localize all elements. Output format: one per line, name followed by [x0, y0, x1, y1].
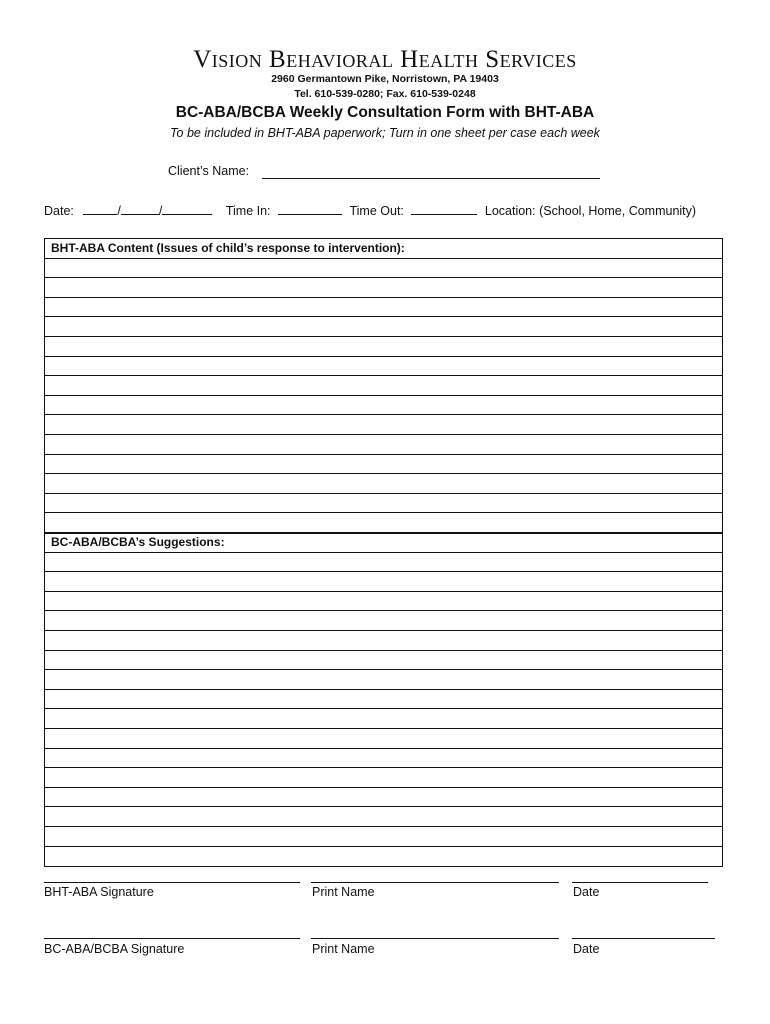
- bcba-date-label: Date: [573, 942, 600, 956]
- bht-aba-content-box: [44, 238, 723, 534]
- bcba-signature-line[interactable]: [44, 938, 300, 939]
- writing-line[interactable]: [45, 278, 722, 298]
- bht-print-name-label: Print Name: [312, 885, 375, 899]
- bcba-print-name-line[interactable]: [311, 938, 559, 939]
- date-separator: /: [158, 204, 163, 218]
- writing-line[interactable]: [45, 298, 722, 318]
- date-separator: /: [117, 204, 121, 218]
- writing-line[interactable]: [45, 631, 722, 651]
- time-in-label: Time In:: [225, 204, 271, 218]
- writing-line[interactable]: [45, 690, 722, 710]
- writing-line[interactable]: [45, 553, 722, 573]
- suggestions-box-header: BC-ABA/BCBA’s Suggestions:: [45, 533, 722, 553]
- bcba-signature-label: BC-ABA/BCBA Signature: [44, 942, 185, 956]
- writing-line[interactable]: [45, 611, 722, 631]
- date-label: Date:: [44, 204, 74, 218]
- writing-line[interactable]: [45, 729, 722, 749]
- writing-line[interactable]: [45, 749, 722, 769]
- bht-date-line[interactable]: [572, 882, 708, 883]
- bht-signature-label: BHT-ABA Signature: [44, 885, 154, 899]
- bht-print-name-line[interactable]: [311, 882, 559, 883]
- bcba-suggestions-box: [44, 532, 723, 867]
- writing-line[interactable]: [45, 396, 722, 416]
- writing-line[interactable]: [45, 474, 722, 494]
- date-time-row: [44, 202, 696, 218]
- form-title: BC-ABA/BCBA Weekly Consultation Form with BHT-ABA: [175, 104, 595, 121]
- writing-line[interactable]: [45, 788, 722, 808]
- writing-line[interactable]: [45, 513, 722, 533]
- bht-signature-line[interactable]: [44, 882, 300, 883]
- writing-line[interactable]: [45, 847, 722, 867]
- writing-line[interactable]: [45, 651, 722, 671]
- content-box-header: BHT-ABA Content (Issues of child’s response to intervention):: [45, 239, 722, 259]
- writing-line[interactable]: [45, 357, 722, 377]
- date-year-field[interactable]: [162, 202, 212, 215]
- bht-date-label: Date: [573, 885, 600, 899]
- writing-line[interactable]: [45, 435, 722, 455]
- client-name-label: Client’s Name:: [168, 164, 250, 178]
- date-day-field[interactable]: [121, 202, 159, 215]
- writing-line[interactable]: [45, 670, 722, 690]
- client-name-field[interactable]: [262, 178, 600, 179]
- date-month-field[interactable]: [83, 202, 117, 215]
- writing-line[interactable]: [45, 494, 722, 514]
- time-in-field[interactable]: [278, 202, 342, 215]
- writing-line[interactable]: [45, 415, 722, 435]
- writing-line[interactable]: [45, 709, 722, 729]
- writing-line[interactable]: [45, 827, 722, 847]
- writing-line[interactable]: [45, 768, 722, 788]
- writing-line[interactable]: [45, 337, 722, 357]
- writing-line[interactable]: [45, 455, 722, 475]
- writing-line[interactable]: [45, 807, 722, 827]
- writing-line[interactable]: [45, 317, 722, 337]
- location-label: Location: (School, Home, Community): [484, 204, 697, 218]
- organization-name: Vision Behavioral Health Services: [193, 46, 577, 73]
- time-out-label: Time Out:: [349, 204, 404, 218]
- writing-line[interactable]: [45, 572, 722, 592]
- organization-phone-fax: Tel. 610-539-0280; Fax. 610-539-0248: [294, 88, 476, 100]
- bcba-date-line[interactable]: [572, 938, 715, 939]
- bcba-print-name-label: Print Name: [312, 942, 375, 956]
- writing-line[interactable]: [45, 592, 722, 612]
- writing-line[interactable]: [45, 259, 722, 279]
- form-subtitle: To be included in BHT-ABA paperwork; Turn in one sheet per case each week: [170, 126, 600, 140]
- writing-line[interactable]: [45, 376, 722, 396]
- time-out-field[interactable]: [411, 202, 477, 215]
- organization-address: 2960 Germantown Pike, Norristown, PA 19403: [271, 73, 499, 85]
